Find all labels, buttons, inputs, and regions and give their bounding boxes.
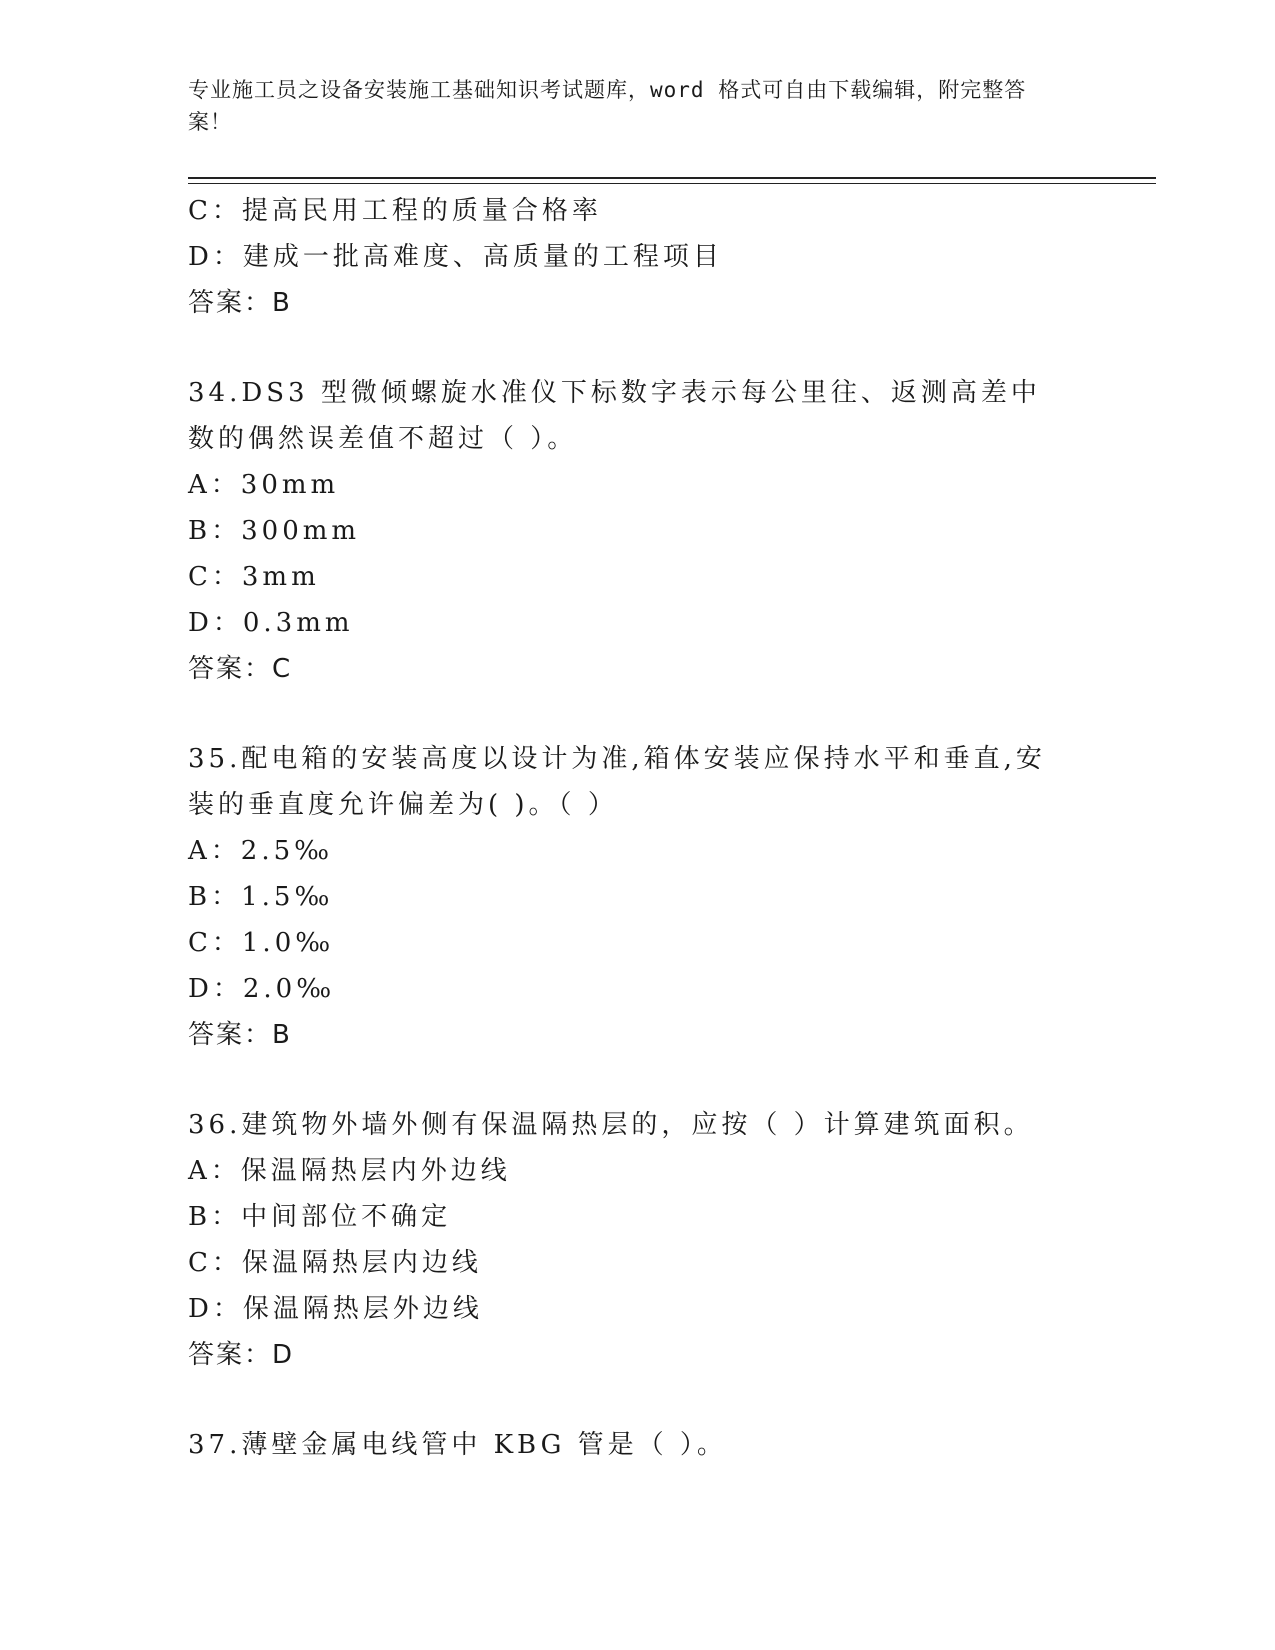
question-text: 37.薄壁金属电线管中 KBG 管是（ ）。 (188, 1430, 727, 1460)
option-d: D：2.0‰ (188, 974, 336, 1004)
option-c: C：提高民用工程的质量合格率 (188, 196, 602, 226)
option-d: D：保温隔热层外边线 (188, 1294, 483, 1324)
option-d: D：0.3mm (188, 608, 354, 638)
question-text: 35.配电箱的安装高度以设计为准,箱体安装应保持水平和垂直,安装的垂直度允许偏差为( )。（ ） (188, 744, 1046, 820)
answer-label: 答案：B (188, 288, 292, 318)
option-c: C：保温隔热层内边线 (188, 1248, 482, 1278)
question-block-33 (188, 188, 1088, 326)
question-block-37 (188, 1422, 1088, 1468)
option-a: A：2.5‰ (188, 836, 334, 866)
option-b: B：300mm (188, 516, 361, 546)
question-block-35 (188, 736, 1088, 1058)
option-a: A：保温隔热层内外边线 (188, 1156, 511, 1186)
question-text: 34.DS3 型微倾螺旋水准仪下标数字表示每公里往、返测高差中数的偶然误差值不超过（ ）。 (188, 378, 1041, 454)
question-text: 36.建筑物外墙外侧有保温隔热层的，应按（ ）计算建筑面积。 (188, 1110, 1034, 1140)
option-b: B：1.5‰ (188, 882, 334, 912)
question-block-34 (188, 370, 1088, 692)
answer-label: 答案：C (188, 654, 293, 684)
header-divider-thin (188, 183, 1156, 184)
option-c: C：1.0‰ (188, 928, 335, 958)
answer-label: 答案：D (188, 1340, 295, 1370)
option-c: C：3mm (188, 562, 320, 592)
option-b: B：中间部位不确定 (188, 1202, 452, 1232)
header-divider-thick (188, 177, 1156, 179)
document-header: 专业施工员之设备安装施工基础知识考试题库，word 格式可自由下载编辑，附完整答案！ (188, 78, 1027, 134)
option-d: D：建成一批高难度、高质量的工程项目 (188, 242, 723, 272)
question-list (188, 188, 1088, 1468)
option-a: A：30mm (188, 470, 340, 500)
question-block-36 (188, 1102, 1088, 1378)
answer-label: 答案：B (188, 1020, 292, 1050)
